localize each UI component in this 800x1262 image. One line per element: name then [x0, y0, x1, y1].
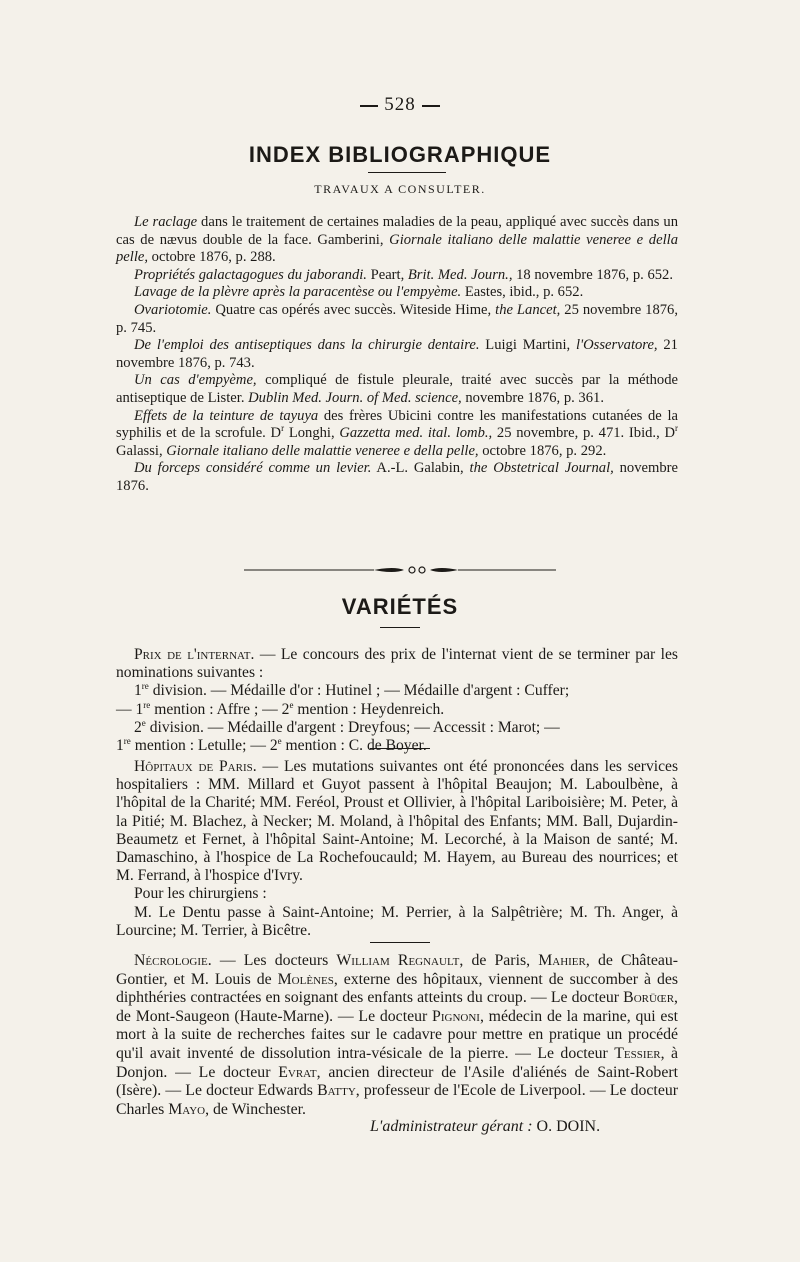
internat-intro: Prix de l'internat. — Le concours des prix de l'internat vient de se terminer par les nominations suivantes : [116, 646, 678, 682]
section-rule [370, 942, 430, 943]
biblio-entry: Lavage de la plèvre après la paracentèse ou l'empyème. Eastes, ibid., p. 652. [134, 284, 584, 301]
index-subtitle: TRAVAUX A CONSULTER. [314, 182, 486, 196]
necrologie-paragraph: Nécrologie. — Les docteurs William Regnault, de Paris, Mahier, de Château-Gontier, et M. Louis de Molènes, externe des hôpitaux, viennent de succomber à des diphthéries contractées en soignant des enfants atteints du croup. — Le docteur Borüœr, de Mont-Saugeon (Haute-Marne). — Le docteur Pignoni, médecin de la marine, qui est mort à la suite de recherches faites sur le cadavre pour mettre en pratique un procédé qu'il avait inventé de dissolution intra-vésicale de la pierre. — Le docteur Tessier, à Donjon. — Le docteur Evrat, ancien directeur de l'Asile d'aliénés de Saint-Robert (Isère). — Le docteur Edwards Batty, professeur de l'Ecole de Liverpool. — Le docteur Charles Mayo, de Winchester. [116, 952, 679, 1118]
hopitaux-paragraph: Hôpitaux de Paris. — Les mutations suivantes ont été prononcées dans les services hospitaliers : MM. Millard et Guyot passent à l'hôpital Beaujon; M. Laboulbène, à l'hôpital de la Charité; MM. Feréol, Proust et Ollivier, à l'hôpital Lariboisière; M. Peter, à la Pitié; M. Blachez, à Necker; M. Moland, à l'hôpital des Enfants; MM. Ball, Dujardin-Beaumetz et Fernet, à l'hôpital Saint-Antoine; M. Lecorché, à la Maison de santé; M. Damaschino, à l'hospice de La Rochefoucauld; M. Hayem, au Bureau des nourrices; et M. Ferrand, à l'hospice d'Ivry. [116, 758, 679, 885]
internat-section [116, 646, 678, 755]
varietes-title-rule [380, 627, 420, 628]
internat-line: — 1re mention : Affre ; — 2e mention : Heydenreich. [116, 699, 445, 718]
ornamental-divider [244, 566, 556, 574]
chirurgiens-paragraph: M. Le Dentu passe à Saint-Antoine; M. Perrier, à la Salpêtrière; M. Th. Anger, à Lourcine; M. Terrier, à Bicêtre. [116, 903, 678, 939]
signature: L'administrateur gérant : O. DOIN. [370, 1118, 601, 1135]
index-title-rule [368, 172, 446, 173]
internat-line: 2e division. — Médaille d'argent : Dreyfous; — Accessit : Marot; — [134, 717, 560, 736]
biblio-entry: Ovariotomie. Quatre cas opérés avec succès. Witeside Hime, the Lancet, 25 novembre 1876, p. 745. [116, 301, 678, 336]
page-number-dash-right [422, 105, 440, 107]
biblio-entry: Propriétés galactagogues du jaborandi. Peart, Brit. Med. Journ., 18 novembre 1876, p. 652. [134, 266, 673, 283]
biblio-entry: Effets de la teinture de tayuya des frères Ubicini contre les manifestations cutanées de la syphilis et de la scrofule. $D^r$ Longhi, Gazzetta med. ital. lomb., 25 novembre, p. 471. Ibid., $D^r$ Galassi, Giornale italiano delle malattie veneree e della pelle, octobre 1876, p. 292. [116, 407, 678, 459]
internat-line: 1re division. — Médaille d'or : Hutinel ; — Médaille d'argent : Cuffer; [134, 681, 570, 700]
biblio-entry: Un cas d'empyème, compliqué de fistule pleurale, traité avec succès par la méthode antiseptique de Lister. Dublin Med. Journ. of Med. science, novembre 1876, p. 361. [116, 372, 678, 406]
necrologie-section [116, 952, 678, 1119]
chirurgiens-intro: Pour les chirurgiens : [134, 885, 267, 903]
hopitaux-section [116, 758, 678, 940]
page-number-dash-left [360, 105, 378, 107]
biblio-entry: Du forceps considéré comme un levier. A.-L. Galabin, the Obstetrical Journal, novembre 1876. [116, 460, 678, 494]
page-number [0, 94, 800, 116]
internat-line: 1re mention : Letulle; — 2e mention : C. de Boyer. [116, 735, 427, 755]
varietes-title: VARIÉTÉS [341, 594, 459, 619]
biblio-entry: De l'emploi des antiseptiques dans la chirurgie dentaire. Luigi Martini, l'Osservatore, 21 novembre 1876, p. 743. [116, 337, 678, 371]
page-number-text: 528 [384, 94, 416, 115]
bibliography-list [116, 214, 678, 496]
index-title: INDEX BIBLIOGRAPHIQUE [248, 142, 552, 167]
biblio-entry: Le raclage dans le traitement de certaines maladies de la peau, appliqué avec succès dans un cas de nævus double de la face. Gamberini, Giornale italiano delle malattie veneree e della pelle, octobre 1876, p. 288. [116, 214, 678, 266]
section-rule [370, 748, 430, 749]
